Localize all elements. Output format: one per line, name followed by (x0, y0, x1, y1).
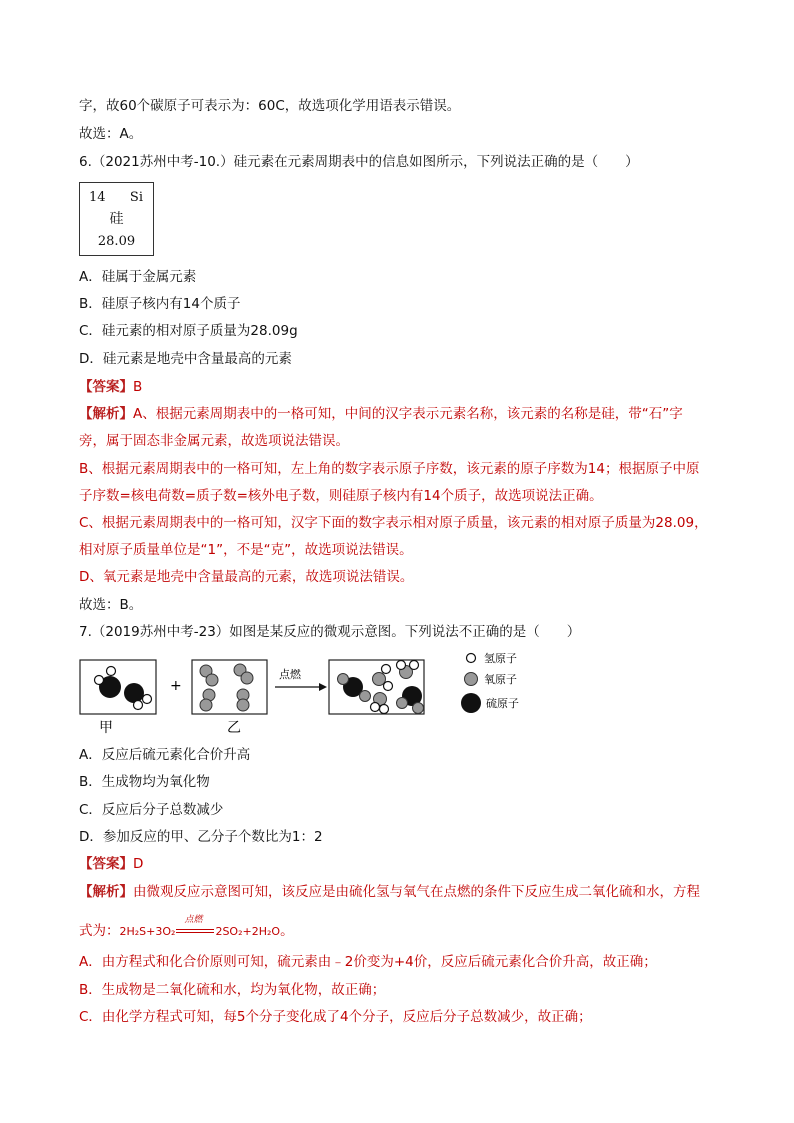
hydrogen-atom-icon (467, 654, 476, 663)
legend-sulfur: 硫原子 (486, 697, 519, 710)
analysis-tag: 【解析】 (79, 406, 133, 422)
option-d: D．参加反应的甲、乙分子个数比为1：2 (79, 829, 323, 845)
so2-molecule (397, 686, 424, 714)
final-answer: 故选：B。 (79, 597, 143, 613)
atomic-number: 14 (89, 190, 106, 205)
reaction-diagram (79, 652, 539, 738)
analysis-line: A．由方程式和化合价原则可知，硫元素由﹣2价变为+4价，反应后硫元素化合价升高，故正确； (79, 954, 657, 970)
answer-line (79, 378, 142, 396)
analysis-tag: 【解析】 (79, 884, 133, 900)
option-c: C．硅元素的相对原子质量为28.09g (79, 323, 298, 339)
arrow-condition: 点燃 (279, 668, 301, 681)
answer-value: D (133, 856, 144, 872)
chemical-equation: 式为：2H₂S+3O₂ 点燃 2SO₂+2H₂O。 (79, 915, 294, 939)
option-b: B．硅原子核内有14个质子 (79, 296, 241, 312)
sulfur-atom-icon (461, 693, 481, 713)
legend-oxygen: 氧原子 (484, 673, 517, 686)
label-jia: 甲 (99, 720, 113, 736)
periodic-table-cell (79, 182, 154, 256)
option-c: C．反应后分子总数减少 (79, 802, 224, 818)
analysis-line: 【解析】A、根据元素周期表中的一格可知，中间的汉字表示元素名称，该元素的名称是硅，带“石”字 (79, 406, 683, 422)
h2o-molecule (373, 665, 393, 691)
h2s-molecule (124, 683, 152, 710)
atomic-mass: 28.09 (97, 234, 136, 249)
analysis-line: 相对原子质量单位是“1”，不是“克”，故选项说法错误。 (79, 542, 413, 558)
o2-molecule (200, 689, 215, 711)
so2-molecule (338, 674, 371, 702)
answer-value: B (133, 379, 143, 395)
analysis-line: C、根据元素周期表中的一格可知，汉字下面的数字表示相对原子质量，该元素的相对原子质量为28.09， (79, 515, 708, 531)
analysis-line: D、氧元素是地壳中含量最高的元素，故选项说法错误。 (79, 569, 414, 585)
analysis-line: 旁，属于固态非金属元素，故选项说法错误。 (79, 433, 349, 449)
legend-hydrogen: 氢原子 (484, 652, 517, 665)
text-line: 字，故60个碳原子可表示为：60C，故选项化学用语表示错误。 (79, 98, 461, 114)
option-d: D．硅元素是地壳中含量最高的元素 (79, 351, 292, 367)
option-a: A．反应后硫元素化合价升高 (79, 747, 251, 763)
h2s-molecule (95, 667, 122, 699)
label-yi: 乙 (227, 720, 241, 736)
answer-tag: 【答案】 (79, 379, 133, 395)
answer-line (79, 855, 143, 873)
reaction-condition: 点燃 (175, 924, 215, 938)
o2-molecule (237, 689, 249, 711)
question-7-stem: 7.（2019苏州中考-23）如图是某反应的微观示意图。下列说法不正确的是（ ） (79, 624, 581, 640)
plus-sign: + (170, 678, 182, 694)
o2-molecule (234, 664, 253, 684)
answer-tag: 【答案】 (79, 856, 133, 872)
h2o-molecule (371, 693, 389, 714)
analysis-line: C．由化学方程式可知，每5个分子变化成了4个分子，反应后分子总数减少，故正确； (79, 1009, 592, 1025)
analysis-line: B．生成物是二氧化硫和水，均为氧化物，故正确； (79, 982, 386, 998)
element-name: 硅 (109, 211, 124, 227)
o2-molecule (200, 665, 218, 686)
option-a: A．硅属于金属元素 (79, 269, 197, 285)
option-b: B．生成物均为氧化物 (79, 774, 210, 790)
text-line: 故选：A。 (79, 126, 143, 142)
analysis-line: 【解析】由微观反应示意图可知，该反应是由硫化氢与氧气在点燃的条件下反应生成二氧化硫和水，方程 (79, 884, 700, 900)
oxygen-atom-icon (465, 673, 478, 686)
arrow-head-icon (319, 683, 327, 691)
analysis-line: B、根据元素周期表中的一格可知，左上角的数字表示原子序数，该元素的原子序数为14；根据原子中原 (79, 461, 700, 477)
legend (461, 652, 519, 713)
h2o-molecule (397, 661, 419, 679)
element-symbol: Si (129, 190, 143, 205)
analysis-line: 子序数=核电荷数=质子数=核外电子数，则硅原子核内有14个质子，故选项说法正确。 (79, 488, 603, 504)
question-6-stem: 6.（2021苏州中考-10.）硅元素在元素周期表中的信息如图所示，下列说法正确的是（ ） (79, 154, 639, 170)
